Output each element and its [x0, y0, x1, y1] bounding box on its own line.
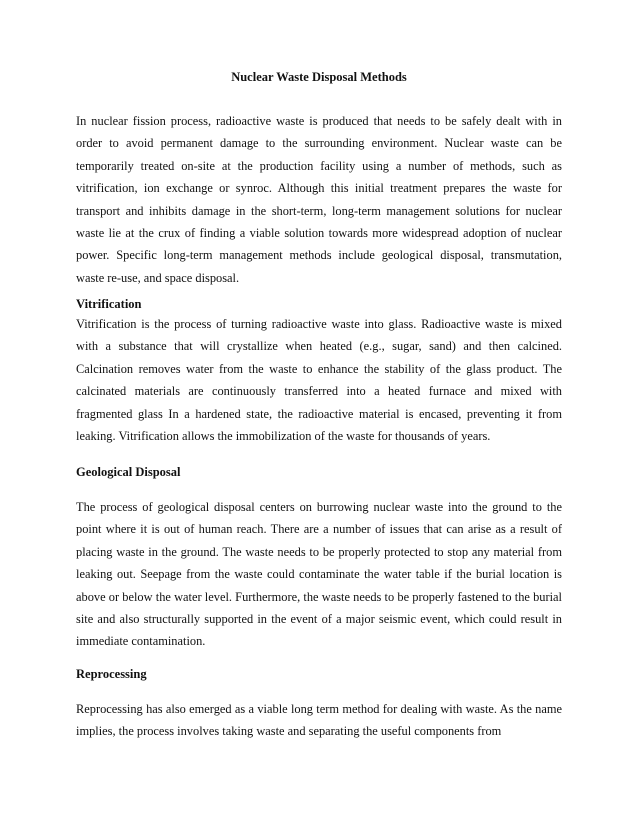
- section-body-reprocessing: Reprocessing has also emerged as a viable long term method for dealing with waste. As the name implies, the process involves taking waste and separating the useful components from: [76, 702, 562, 739]
- intro-paragraph: In nuclear fission process, radioactive waste is produced that needs to be safely dealt with in order to avoid permanent damage to the surrounding environment. Nuclear waste can be temporarily treated on-site at the production facility using a number of methods, such as vitrification, ion exchange or synroc. Although this initial treatment prepares the waste for transport and inhibits damage in the short-term, long-term management solutions for nuclear waste lie at the crux of finding a viable solution towards more widespread adoption of nuclear power. Specific long-term management methods include geological disposal, transmutation, waste re-use, and space disposal.: [76, 114, 562, 285]
- section-heading-geological-disposal: Geological Disposal: [76, 465, 181, 479]
- section-heading-reprocessing: Reprocessing: [76, 667, 147, 681]
- section-heading-vitrification: Vitrification: [76, 297, 142, 311]
- document-title: Nuclear Waste Disposal Methods: [231, 70, 407, 84]
- section-body-vitrification: Vitrification is the process of turning radioactive waste into glass. Radioactive waste is mixed with a substance that will crystallize when heated (e.g., sugar, sand) and then calcined. Calcination removes water from the waste to enhance the stability of the glass product. The calcinated materials are continuously transferred into a heated furnace and mixed with fragmented glass In a hardened state, the radioactive material is encased, preventing it from leaking. Vitrification allows the immobilization of the waste for thousands of years.: [76, 317, 562, 444]
- section-body-geological-disposal: The process of geological disposal centers on burrowing nuclear waste into the ground to the point where it is out of human reach. There are a number of issues that can arise as a result of placing waste in the ground. The waste needs to be properly protected to stop any material from leaking out. Seepage from the waste could contaminate the water table if the burial location is above or below the water level. Furthermore, the waste needs to be properly fastened to the burial site and also structurally supported in the event of a major seismic event, which could result in immediate contamination.: [76, 500, 562, 649]
